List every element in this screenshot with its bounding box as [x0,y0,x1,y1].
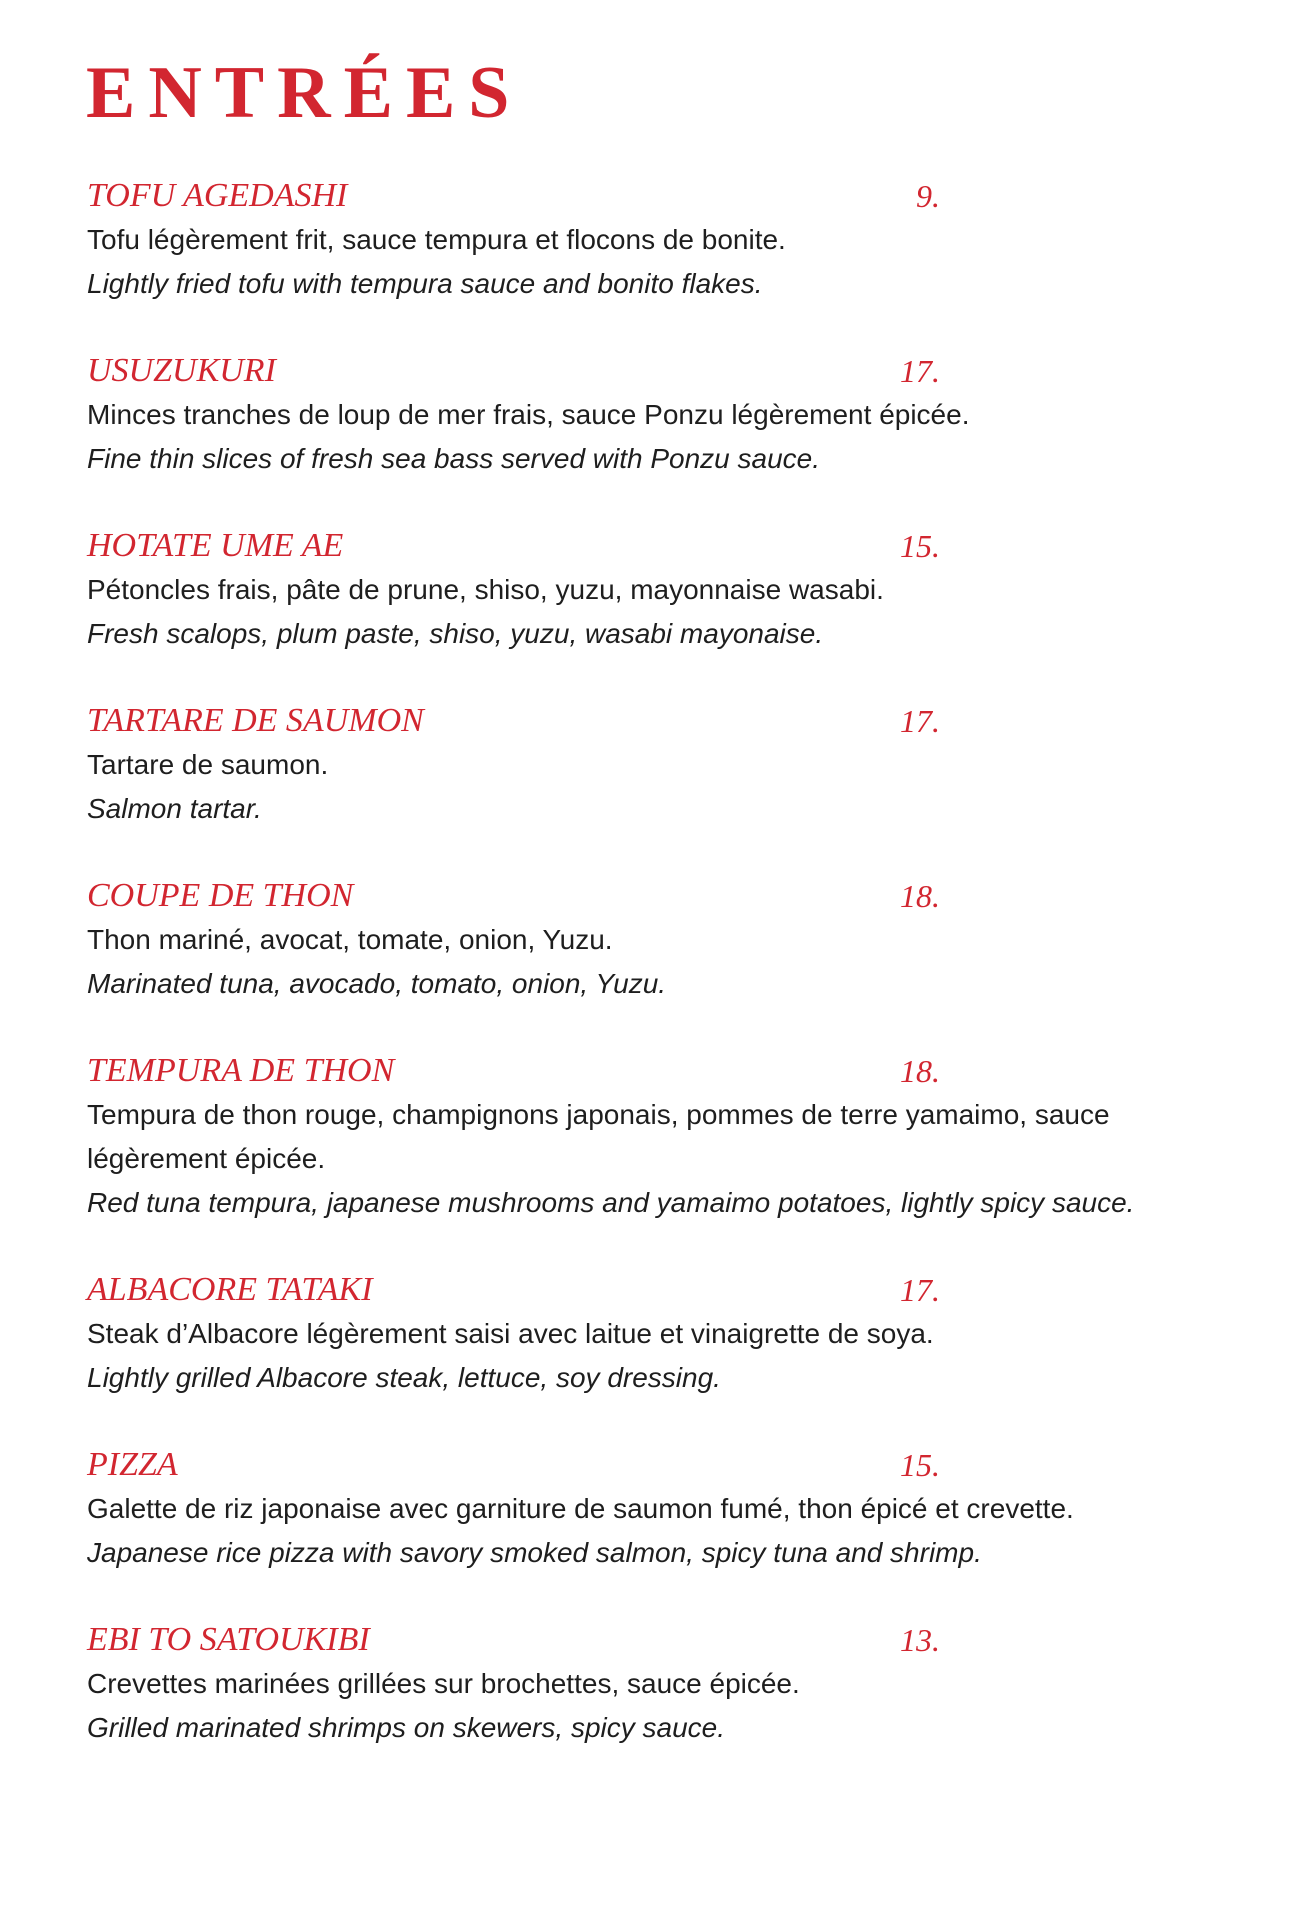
menu-item [87,1268,1207,1400]
menu-item-header [87,1268,1207,1312]
menu-item-description-en: Fresh scalops, plum paste, shiso, yuzu, wasabi mayonaise. [87,618,824,649]
menu-item-header [87,874,1207,918]
menu-item-price: 17. [900,703,940,739]
menu-item-description-en: Grilled marinated shrimps on skewers, spicy sauce. [87,1712,726,1743]
menu-item [87,699,1207,831]
menu-item-description-en: Fine thin slices of fresh sea bass served with Ponzu sauce. [87,443,821,474]
menu-item-price: 15. [900,1447,940,1483]
menu-item-description-fr: Tartare de saumon. [87,749,329,780]
menu-item-price: 18. [900,1053,940,1089]
menu-item-description-fr: Pétoncles frais, pâte de prune, shiso, yuzu, mayonnaise wasabi. [87,574,884,605]
menu-item-name: COUPE DE THON [87,877,354,914]
menu-item-header [87,524,1207,568]
menu-item-description-fr: Tempura de thon rouge, champignons japonais, pommes de terre yamaimo, sauce légèrement épicée. [87,1099,1110,1174]
menu-item-header [87,1618,1207,1662]
menu-item-name: HOTATE UME AE [87,527,344,564]
menu-item-price: 9. [916,178,940,214]
menu-item-description-en: Japanese rice pizza with savory smoked salmon, spicy tuna and shrimp. [87,1537,982,1568]
menu-item [87,349,1207,481]
menu-item-header [87,1443,1207,1487]
menu-item-name: ALBACORE TATAKI [87,1271,373,1308]
menu-item [87,874,1207,1006]
menu-item-description-en: Red tuna tempura, japanese mushrooms and yamaimo potatoes, lightly spicy sauce. [87,1187,1135,1218]
menu-item-description-fr: Thon mariné, avocat, tomate, onion, Yuzu. [87,924,613,955]
menu-item-price: 17. [900,1272,940,1308]
menu-item-header [87,1049,1207,1093]
menu-item [87,174,1207,306]
page-title: ENTRÉES [86,52,523,134]
menu-item-description-fr: Steak d’Albacore légèrement saisi avec laitue et vinaigrette de soya. [87,1318,934,1349]
menu-item-description-en: Salmon tartar. [87,793,262,824]
menu-item-description-fr: Crevettes marinées grillées sur brochettes, sauce épicée. [87,1668,800,1699]
menu-item-description-fr: Minces tranches de loup de mer frais, sauce Ponzu légèrement épicée. [87,399,970,430]
menu-item-name: PIZZA [87,1446,178,1483]
menu-list [87,174,1207,1793]
menu-item-description-en: Lightly grilled Albacore steak, lettuce, soy dressing. [87,1362,721,1393]
menu-item-name: USUZUKURI [87,352,276,389]
menu-item-description-en: Marinated tuna, avocado, tomato, onion, Yuzu. [87,968,667,999]
menu-item-description-fr: Galette de riz japonaise avec garniture de saumon fumé, thon épicé et crevette. [87,1493,1074,1524]
menu-item-name: TARTARE DE SAUMON [87,702,424,739]
menu-item [87,524,1207,656]
menu-item-price: 18. [900,878,940,914]
menu-item-name: TOFU AGEDASHI [87,177,348,214]
menu-item-header [87,699,1207,743]
menu-item-price: 15. [900,528,940,564]
menu-item-description-en: Lightly fried tofu with tempura sauce and bonito flakes. [87,268,763,299]
menu-item [87,1443,1207,1575]
menu-item-price: 13. [900,1622,940,1658]
menu-item-header [87,174,1207,218]
menu-item-header [87,349,1207,393]
menu-item-name: TEMPURA DE THON [87,1052,395,1089]
menu-item-name: EBI TO SATOUKIBI [87,1621,370,1658]
menu-item [87,1618,1207,1750]
menu-item-price: 17. [900,353,940,389]
menu-item [87,1049,1207,1225]
menu-item-description-fr: Tofu légèrement frit, sauce tempura et flocons de bonite. [87,224,786,255]
